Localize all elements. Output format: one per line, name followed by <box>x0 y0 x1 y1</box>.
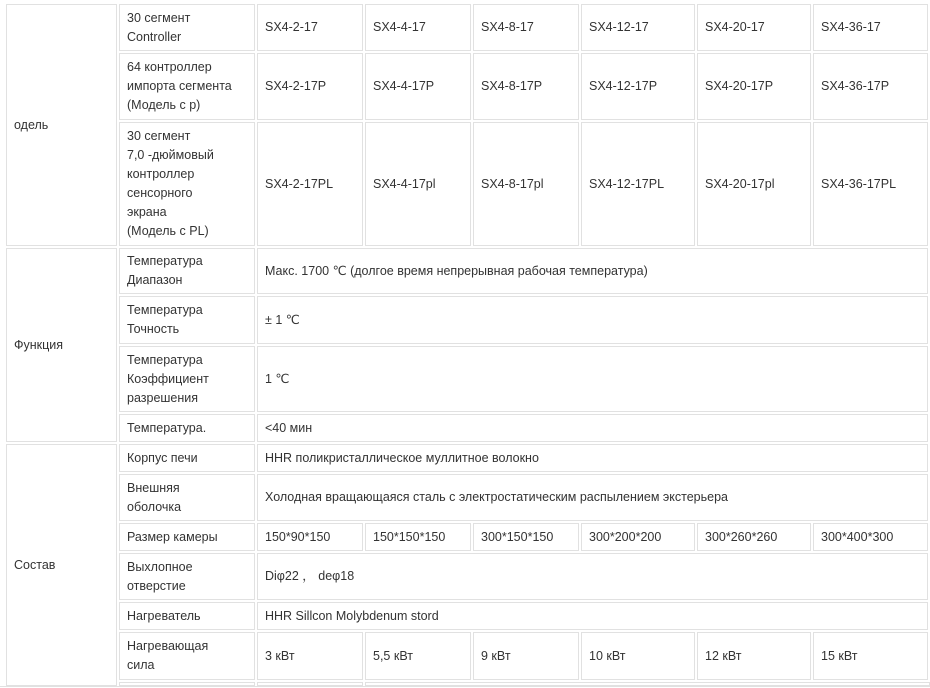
group-label-function: Функция <box>6 248 117 442</box>
row-label: Температура Точность <box>119 296 255 344</box>
table-row <box>6 53 930 120</box>
table-cell: 300*260*260 <box>697 523 811 551</box>
table-cell: 150*90*150 <box>257 523 363 551</box>
table-cell: SX4-8-17pl <box>473 122 579 246</box>
row-label: Размер камеры <box>119 523 255 551</box>
table-cell: SX4-8-17 <box>473 4 579 51</box>
table-cell: HHR Sillcon Molybdenum stord <box>257 602 928 630</box>
table-cell: 9 кВт <box>473 632 579 680</box>
table-row <box>6 296 930 344</box>
table-cell: SX4-12-17PL <box>581 122 695 246</box>
table-row <box>6 523 930 551</box>
row-label: Температура. <box>119 414 255 442</box>
table-cell: SX4-8-17P <box>473 53 579 120</box>
row-label: Температура Коэффициент разрешения <box>119 346 255 412</box>
table-cell: SX4-36-17 <box>813 4 928 51</box>
table-cell: 300*150*150 <box>473 523 579 551</box>
table-cell: Холодная вращающаяся сталь с электростатическим распылением экстерьера <box>257 474 928 521</box>
row-label: 64 контроллер импорта сегмента (Модель с р) <box>119 53 255 120</box>
table-cell: SX4-20-17 <box>697 4 811 51</box>
table-cell: 15 кВт <box>813 632 928 680</box>
table-cell: SX4-2-17P <box>257 53 363 120</box>
table-cell: ± 1 ℃ <box>257 296 928 344</box>
row-label: Нагревающая сила <box>119 632 255 680</box>
table-cell: SX4-4-17pl <box>365 122 471 246</box>
table-cell: 1 ℃ <box>257 346 928 412</box>
group-label-model: одель <box>6 4 117 246</box>
table-cell: 10 кВт <box>581 632 695 680</box>
table-row <box>6 414 930 442</box>
table-row <box>6 4 930 51</box>
table-cell: SX4-4-17P <box>365 53 471 120</box>
row-label: Температура Диапазон <box>119 248 255 294</box>
group-label-composition: Состав <box>6 444 117 686</box>
table-cell: SX4-12-17 <box>581 4 695 51</box>
table-cell: SX4-2-17PL <box>257 122 363 246</box>
row-label: Внешняя оболочка <box>119 474 255 521</box>
table-cell: 3 кВт <box>257 632 363 680</box>
table-cell: SX4-20-17P <box>697 53 811 120</box>
table-cell: SX4-4-17 <box>365 4 471 51</box>
table-row <box>6 248 930 294</box>
table-row <box>6 346 930 412</box>
table-cell: 150*150*150 <box>365 523 471 551</box>
table-row <box>6 553 930 600</box>
table-cell: SX4-2-17 <box>257 4 363 51</box>
table-cell: 300*200*200 <box>581 523 695 551</box>
table-cell: 12 кВт <box>697 632 811 680</box>
table-cell: SX4-12-17P <box>581 53 695 120</box>
table-cell: 300*400*300 <box>813 523 928 551</box>
table-row <box>6 444 930 472</box>
table-cell: SX4-20-17pl <box>697 122 811 246</box>
table-row <box>6 474 930 521</box>
table-cell: Diφ22 ， deφ18 <box>257 553 928 600</box>
table-row <box>6 602 930 630</box>
spec-table <box>4 2 930 688</box>
table-row <box>6 632 930 680</box>
row-label: 30 сегмент 7,0 -дюймовый контроллер сенсорного экрана (Модель с PL) <box>119 122 255 246</box>
table-cell: <40 мин <box>257 414 928 442</box>
table-cell: Макс. 1700 ℃ (долгое время непрерывная рабочая температура) <box>257 248 928 294</box>
table-cell: SX4-36-17P <box>813 53 928 120</box>
table-cell: SX4-36-17PL <box>813 122 928 246</box>
row-label: Нагреватель <box>119 602 255 630</box>
table-cell: 5,5 кВт <box>365 632 471 680</box>
table-row <box>6 122 930 246</box>
row-label: Корпус печи <box>119 444 255 472</box>
table-cell: HHR поликристаллическое муллитное волокно <box>257 444 928 472</box>
row-label: 30 сегмент Controller <box>119 4 255 51</box>
row-label: Выхлопное отверстие <box>119 553 255 600</box>
